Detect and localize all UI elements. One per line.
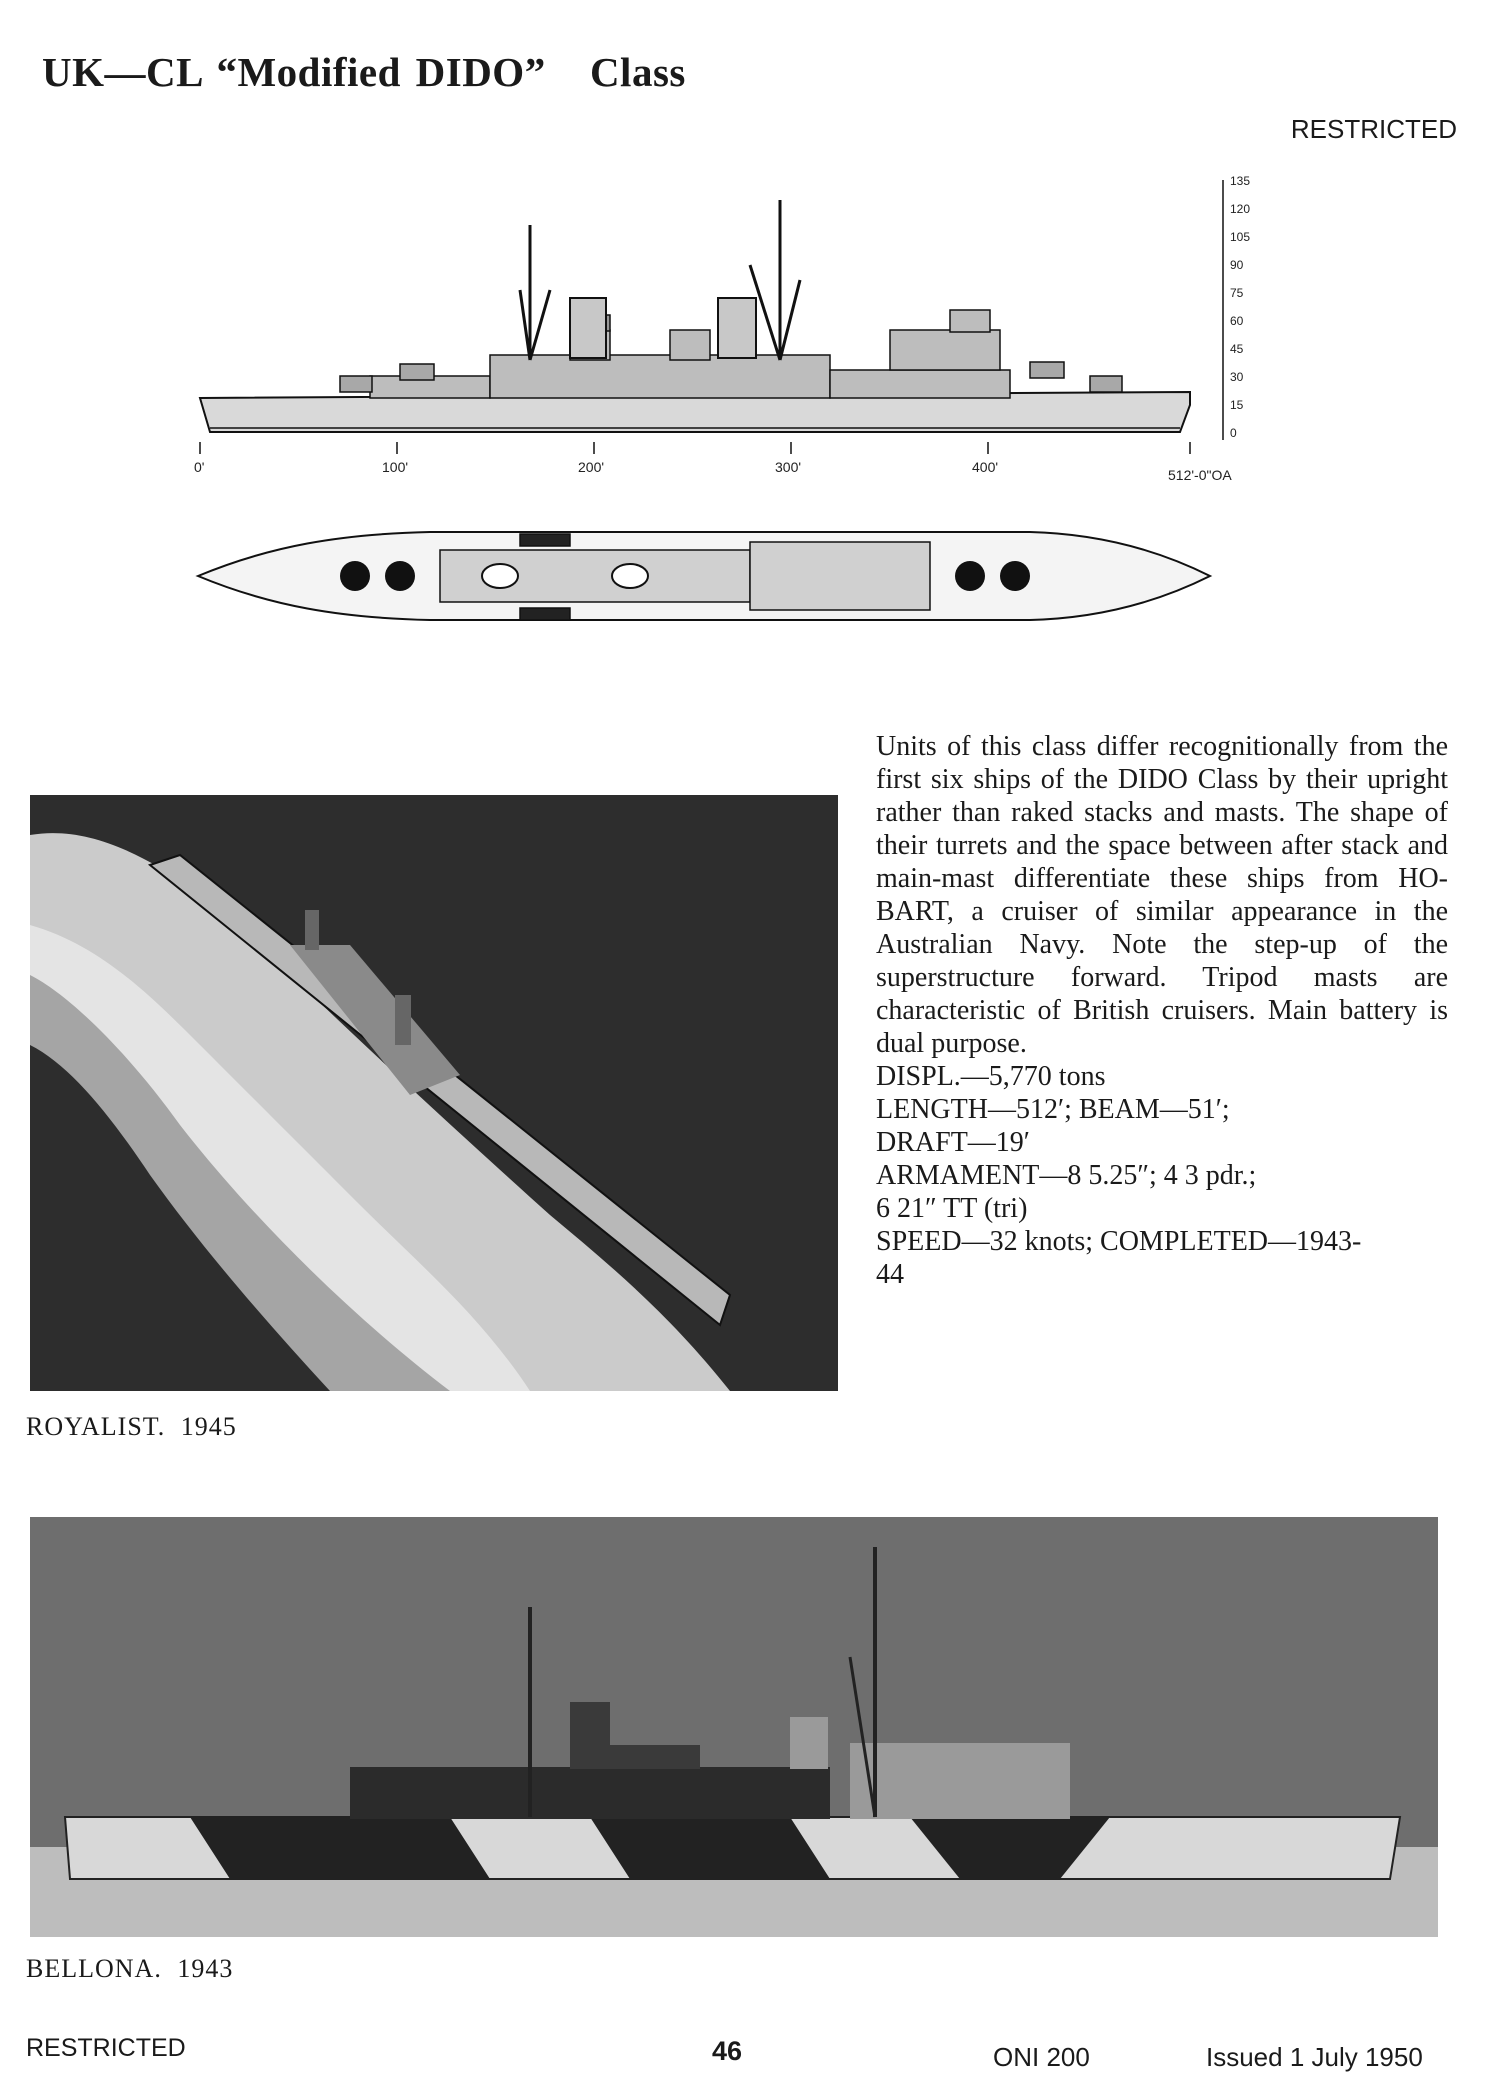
spec-displacement: DISPL.—5,770 tons — [876, 1061, 1106, 1092]
issued-date: Issued 1 July 1950 — [1206, 2042, 1423, 2072]
spec-draft: DRAFT—19′ — [876, 1127, 1030, 1158]
height-label: 105 — [1230, 230, 1251, 244]
profile-length-scale — [200, 442, 1190, 454]
profile-masts — [520, 200, 800, 360]
profile-height-labels — [1230, 174, 1250, 440]
height-label: 75 — [1230, 286, 1244, 300]
height-label: 60 — [1230, 314, 1244, 328]
profile-length-labels — [194, 459, 1232, 483]
length-label: 512'-0"OA — [1168, 467, 1232, 483]
royalist-photo — [30, 795, 838, 1391]
royalist-caption: ROYALIST. 1945 — [26, 1412, 237, 1441]
height-label: 120 — [1230, 202, 1251, 216]
height-label: 45 — [1230, 342, 1244, 356]
spec-completed-year: 44 — [876, 1259, 904, 1290]
classification-marking: RESTRICTED — [1290, 114, 1457, 144]
profile-stacks — [570, 298, 756, 358]
height-label: 30 — [1230, 370, 1244, 384]
length-label: 100' — [382, 459, 409, 475]
spec-speed: SPEED—32 knots; COMPLETED—1943- — [876, 1226, 1362, 1257]
document-id: ONI 200 — [993, 2042, 1090, 2072]
length-label: 0' — [194, 459, 205, 475]
height-label: 15 — [1230, 398, 1244, 412]
page-title: UK—CL “Modified DIDO” Class — [42, 49, 686, 95]
spec-armament: ARMAMENT—8 5.25″; 4 3 pdr.; — [876, 1160, 1257, 1191]
spec-torpedo-tubes: 6 21″ TT (tri) — [876, 1193, 1028, 1224]
length-label: 400' — [972, 459, 999, 475]
height-label: 0 — [1230, 426, 1237, 440]
length-label: 300' — [775, 459, 802, 475]
ship-profile-drawing — [190, 170, 1290, 500]
page-number: 46 — [712, 2036, 743, 2066]
profile-superstructure — [370, 310, 1010, 398]
ship-plan-drawing — [190, 520, 1220, 635]
bellona-caption: BELLONA. 1943 — [26, 1954, 234, 1983]
class-description — [876, 730, 1448, 1291]
footer-classification: RESTRICTED — [26, 2034, 186, 2062]
height-label: 90 — [1230, 258, 1244, 272]
spec-length: LENGTH—512′; BEAM—51′; — [876, 1094, 1230, 1125]
bellona-photo — [30, 1517, 1438, 1937]
description-paragraph: Units of this class differ recognitionally from the first six ships of the DIDO Class by their upright rather than raked stacks and masts. The shape of their turrets and the space between after stack and main-mast differentiate these ships from HO-BART, a cruiser of similar appearance in the Australian Navy. Note the step-up of the superstructure forward. Tripod masts are characteristic of British cruisers. Main battery is dual purpose. — [876, 731, 1448, 1059]
height-label: 135 — [1230, 174, 1251, 188]
length-label: 200' — [578, 459, 605, 475]
